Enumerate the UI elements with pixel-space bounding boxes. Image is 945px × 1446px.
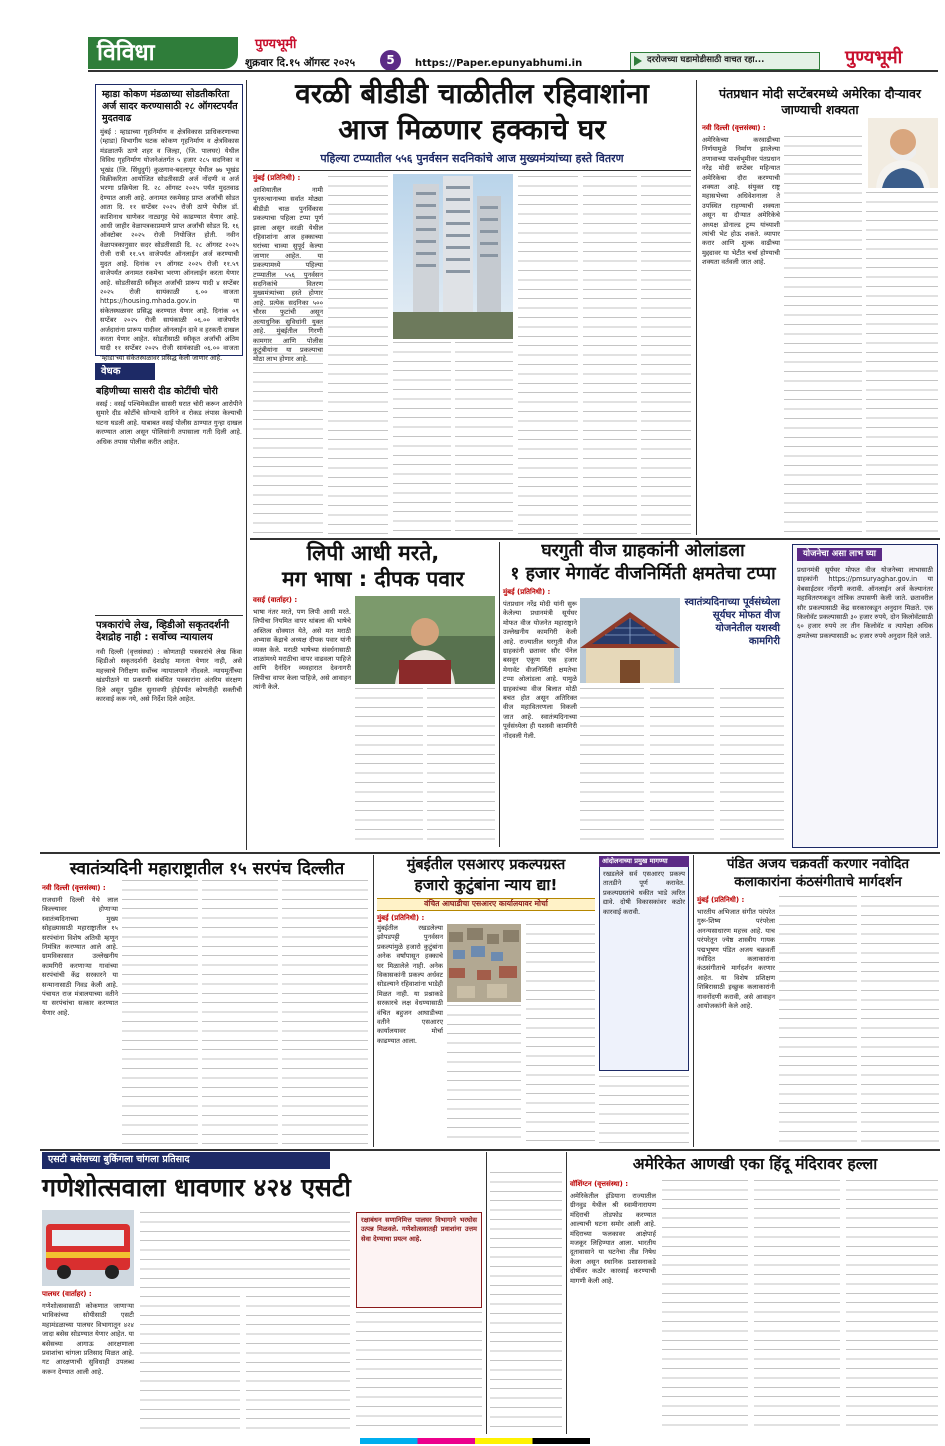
- col-divider-left: [246, 80, 247, 850]
- temple-text-col3: [754, 1180, 840, 1432]
- vedhak-label: वेधक: [101, 366, 121, 377]
- masthead: [85, 34, 945, 68]
- pawar-text-col3: [427, 688, 495, 848]
- section-title: विविधा: [97, 40, 155, 66]
- sc-body: नवी दिल्ली (वृत्तसंस्था) : कोणताही पत्रकारांचे लेख किंवा व्हिडीओ सकृतदर्शनी देशद्रोह मानता येणार नाही, असे महत्त्वाचे निरीक्षण सर्वोच्च न्यायालयाने नोंदवले. न्यायमूर्तींच्या खंडपीठाने या प्रकरणी संबंधित पत्रकारांना अंतरिम संरक्षण दिले असून पुढील सुनावणी होईपर्यंत कोणतीही सक्तीची कारवाई करू नये, असे निर्देश दिले आहेत.: [96, 648, 242, 704]
- pawar-headline-2: मग भाषा : दीपक पवार: [281, 567, 465, 591]
- st-text-col5: [356, 1312, 482, 1432]
- solar-body: पंतप्रधान नरेंद्र मोदी यांनी सुरू केलेल्या प्रधानमंत्री सूर्यघर मोफत वीज योजनेत महाराष्ट्राने उल्लेखनीय कामगिरी केली आहे. राज्यातील घरगुती वीज ग्राहकांनी छतावर सौर पॅनेल बसवून एकूण एक हजार मेगावॅट वीजनिर्मिती क्षमतेचा टप्पा ओलांडला आहे. यामुळे ग्राहकांच्या वीज बिलात मोठी बचत होत असून अतिरिक्त वीज महावितरणला विकली जात आहे. स्वातंत्र्यदिनाच्या पूर्वसंध्येला ही यशस्वी कामगिरी नोंदवली गेली.: [503, 600, 577, 740]
- bdd-text-col5: [518, 176, 578, 536]
- temple-text-col4: [846, 1180, 938, 1432]
- sra-text-col2: [526, 924, 595, 1146]
- solar-text-col3: [650, 688, 714, 848]
- solar-dateline: मुंबई (प्रतिनिधी) :: [503, 588, 551, 596]
- scheme-title: योजनेचा असा लाभ घ्या: [797, 548, 882, 561]
- sc-title: पत्रकारांचे लेख, व्हिडीओ सकृतदर्शनी देशद्रोह नाही : सर्वोच्च न्यायालय: [96, 620, 230, 643]
- st-title: गणेशोत्सवाला धावणार ४२४ एसटी: [42, 1173, 351, 1202]
- sra-dateline: मुंबई (प्रतिनिधी) :: [377, 914, 425, 922]
- st-text-col4: [246, 1296, 350, 1432]
- sra-slum-photo: [447, 924, 521, 1002]
- modi-title: पंतप्रधान मोदी सप्टेंबरमध्ये अमेरिका दौऱ्यावर जाण्याची शक्यता: [718, 86, 922, 117]
- modi-text-col2: [784, 136, 862, 536]
- pandit-text-col3: [861, 896, 939, 1146]
- mhada-title: म्हाडा कोकण मंडळाच्या सोडतीकरिता अर्ज सादर करण्यासाठी २८ ऑगस्टपर्यंत मुदतवाढ: [102, 89, 238, 124]
- sra-headline-2: हजारो कुटुंबांना न्याय द्या!: [414, 876, 558, 894]
- solar-photo: [580, 598, 680, 683]
- date-line: शुक्रवार दि.१५ ऑगस्ट २०२५: [245, 57, 356, 69]
- sra-text-below-photo: [447, 1005, 521, 1146]
- sra-text-col3: [599, 1076, 689, 1146]
- st-text-col6: [490, 1172, 562, 1432]
- solar-text-col4: [720, 688, 784, 848]
- st-dateline: पालघर (वार्ताहर) :: [42, 1290, 92, 1298]
- col-divider-sra: [693, 855, 694, 1147]
- col-divider-temple: [566, 1152, 567, 1434]
- bdd-text-col1-cont: [253, 250, 323, 536]
- bdd-subtitle-rule: [253, 170, 691, 171]
- row4-divider: [40, 1149, 940, 1151]
- bdd-subtitle: पहिल्या टप्प्यातील ५५६ पुनर्वसन सदनिकांचे आज मुख्यमंत्र्यांच्या हस्ते वितरण: [320, 152, 624, 165]
- print-color-bar: [360, 1438, 590, 1444]
- pawar-dateline: वसई (वार्ताहर) :: [253, 596, 298, 604]
- brand-right: पुण्यभूमी: [845, 47, 903, 68]
- masthead-divider: [88, 70, 938, 72]
- sarpanch-text-col2: [122, 880, 198, 1146]
- solar-headline-2: १ हजार मेगावॅट वीजनिर्मिती क्षमतेचा टप्पा: [510, 564, 776, 584]
- theft-title: बहिणीच्या सासरी दीड कोटींची चोरी: [96, 386, 218, 397]
- sra-demands-body: रखडलेले सर्व एसआरए प्रकल्प तातडीने पूर्ण करावेत. प्रकल्पग्रस्तांचे थकीत भाडे त्वरित द्यावे. दोषी विकासकांवर कठोर कारवाई करावी.: [603, 870, 685, 916]
- bdd-text-col2: [328, 176, 388, 536]
- st-text-col3: [140, 1296, 240, 1432]
- solar-side-heading: स्वातंत्र्यदिनाच्या पूर्वसंध्येला सूर्यघर मोफत वीज योजनेतील यशस्वी कामगिरी: [684, 597, 780, 647]
- sarpanch-body: राजधानी दिल्ली येथे लाल किल्ल्यावर होणाऱ्या स्वातंत्र्यदिनाच्या मुख्य सोहळ्यासाठी महाराष्ट्रातील १५ सरपंचांना विशेष अतिथी म्हणून निमंत्रित करण्यात आले आहे. ग्रामविकासात उल्लेखनीय कामगिरी करणाऱ्या गावांच्या सरपंचांची केंद्र सरकारने या सन्मानासाठी निवड केली आहे. पंचायत राज मंत्रालयाच्या वतीने या सरपंचांचा सत्कार करण्यात येणार आहे.: [42, 896, 118, 1017]
- left-divider: [95, 615, 243, 616]
- st-body: गणेशोत्सवासाठी कोकणात जाणाऱ्या भाविकांच्या सोयीसाठी एसटी महामंडळाच्या पालघर विभागातून ४२४ जादा बसेस सोडण्यात येणार आहेत. या बसेसच्या आगाऊ आरक्षणाला प्रवाशांचा चांगला प्रतिसाद मिळत आहे. गट आरक्षणाची सुविधाही उपलब्ध करून देण्यात आली आहे.: [42, 1302, 134, 1376]
- col-divider-pawar: [499, 542, 500, 847]
- col-divider-sarpanch: [373, 855, 374, 1147]
- col-divider-mid: [696, 80, 697, 535]
- page-number: 5: [386, 53, 395, 67]
- pandit-dateline: मुंबई (प्रतिनिधी) :: [697, 896, 745, 904]
- sra-body: मुंबईतील रखडलेल्या झोपडपट्टी पुनर्वसन प्रकल्पांमुळे हजारो कुटुंबांना अनेक वर्षांपासून हक्काचे घर मिळालेले नाही. अनेक विकासकांनी प्रकल्प अर्धवट सोडल्याने रहिवाशांना भाडेही मिळत नाही. या प्रश्नाकडे सरकारचे लक्ष वेधण्यासाठी वंचित बहुजन आघाडीच्या वतीने एसआरए कार्यालयावर मोर्चा काढण्यात आला.: [377, 924, 444, 1045]
- bdd-text-col4: [455, 342, 513, 536]
- bdd-headline-1: वरळी बीडीडी चाळीतील रहिवाशांना: [295, 77, 649, 110]
- bdd-building-photo: [393, 174, 513, 339]
- pawar-headline-1: लिपी आधी मरते,: [306, 541, 440, 565]
- modi-dateline: नवी दिल्ली (वृत्तसंस्था) :: [702, 124, 766, 132]
- solar-headline-1: घरगुती वीज ग्राहकांनी ओलांडला: [541, 541, 745, 561]
- pawar-body: भाषा नंतर मरते, पण लिपी आधी मरते. लिपीचा नियमित वापर थांबला की भाषेचे अस्तित्व धोक्यात येते, असे मत मराठी अभ्यास केंद्राचे अध्यक्ष दीपक पवार यांनी व्यक्त केले. मराठी भाषेच्या संवर्धनासाठी शाळांमध्ये मराठीचा वापर वाढवला पाहिजे आणि दैनंदिन व्यवहारात देवनागरी लिपीचा वापर केला पाहिजे, असे आवाहन त्यांनी केले.: [253, 608, 351, 692]
- scheme-body: प्रधानमंत्री सूर्यघर मोफत वीज योजनेच्या लाभासाठी ग्राहकांनी https://pmsuryaghar.gov.in या वेबसाईटवर नोंदणी करावी. ऑनलाईन अर्ज केल्यानंतर महावितरणकडून तांत्रिक तपासणी केली जाते. छतावरील सौर प्रकल्पासाठी केंद्र सरकारकडून अनुदान मिळते. एक किलोवॅट प्रकल्पासाठी ३० हजार रुपये, दोन किलोवॅटसाठी ६० हजार रुपये तर तीन किलोवॅट व त्यापेक्षा अधिक क्षमतेच्या प्रकल्पासाठी ७८ हजार रुपये अनुदान दिले जाते.: [797, 566, 933, 640]
- mhada-body: मुंबई : म्हाडाच्या गृहनिर्माण व क्षेत्रविकास प्राधिकरणाच्या (म्हाडा) विभागीय घटक कोकण गृहनिर्माण व क्षेत्रविकास मंडळातर्फे ठाणे शहर व जिल्हा, (जि. पालघर) येथील विविध गृहनिर्माण योजनेअंतर्गत ५ हजार २८५ सदनिका व भूखंड (जि. सिंधुदुर्ग) कुळगाव-बदलापूर येथील ७७ भूखंड विक्रीकरिता आयोजित सोडतीसाठी अर्ज नोंदणी व अर्ज भरणा प्रक्रियेला दि. २८ ऑगस्ट २०२५ पर्यंत मुदतवाढ देण्यात आली आहे. अनामत रकमेसह प्राप्त अर्जांची सोडत आता दि. ११ सप्टेंबर २०२५ रोजी ठाणे येथील डॉ. काशिनाथ घाणेकर नाट्यगृह येथे काढण्यात येणार आहे. आधी जाहीर वेळापत्रकाप्रमाणे प्राप्त अर्जांची सोडत दि. १६ ऑक्टोबर २०२५ रोजी नियोजित होती. नवीन वेळापत्रकानुसार सदर सोडतीसाठी दि. २८ ऑगस्ट २०२५ रोजी रात्री ११.५९ वाजेपर्यंत ऑनलाईन अर्ज करण्याची मुदत आहे. दिनांक २९ ऑगस्ट २०२५ रोजी ११.५९ वाजेपर्यंत अनामत रकमेचा भरणा ऑनलाईन करता येणार आहे. सोडतीसाठी स्वीकृत अर्जांची प्रारूप यादी ४ सप्टेंबर २०२५ रोजी सायंकाळी ६.०० वाजता https://housing.mhada.gov.in या संकेतस्थळावर प्रसिद्ध करण्यात येणार आहे. दिनांक ०९ सप्टेंबर २०२५ रोजी सायंकाळी ०६.०० वाजेपर्यंत अर्जदारांना प्रारूप यादीवर ऑनलाईन दावे व हरकती दाखल करता येणार आहेत. सोडतीसाठी स्वीकृत अर्जांची अंतिम यादी ११ सप्टेंबर २०२५ रोजी सायंकाळी ०६.०० वाजता 'म्हाडा'च्या संकेतस्थळावर प्रसिद्ध केली जाणार आहे.: [100, 128, 239, 362]
- sra-banner: वंचित आघाडीचा एसआरए कार्यालयावर मोर्चा: [424, 899, 548, 908]
- sarpanch-text-col3: [202, 880, 278, 1146]
- bdd-body-col1: आशियातील नामी पुनरुत्थानाच्या सर्वात मोठ्या बीडीडी चाळ पुनर्विकास प्रकल्पाचा पहिला टप्पा पूर्ण झाला असून वरळी येथील रहिवाशांना आज हक्काच्या घरांच्या चाव्या सुपूर्द केल्या जाणार आहेत. या प्रकल्पामध्ये पहिल्या टप्प्यातील ५५६ पुनर्वसन सदनिकांचे वितरण मुख्यमंत्र्यांच्या हस्ते होणार आहे. प्रत्येक सदनिका ५०० चौरस फुटांची असून अत्याधुनिक सुविधांनी युक्त आहे. मुंबईतील गिरणी कामगार आणि पोलीस कुटुंबीयांना या प्रकल्पाचा मोठा लाभ होणार आहे.: [253, 186, 323, 364]
- sra-headline-1: मुंबईतील एसआरए प्रकल्पग्रस्त: [406, 857, 566, 873]
- brand-left: पुण्यभूमी: [255, 37, 297, 52]
- st-text-col2: [140, 1212, 350, 1292]
- modi-text-col3: [866, 192, 938, 536]
- bdd-text-photo-caption-area: [393, 342, 451, 536]
- st-bus-photo: [42, 1210, 134, 1286]
- website-url[interactable]: https://Paper.epunyabhumi.in: [415, 58, 583, 69]
- pandit-text-col2: [779, 896, 857, 1146]
- st-banner: एसटी बसेसच्या बुकिंगला चांगला प्रतिसाद: [48, 1154, 190, 1165]
- sarpanch-text-col4: [282, 880, 368, 1146]
- modi-photo: [868, 118, 938, 188]
- solar-text-col2: [580, 688, 644, 848]
- sarpanch-dateline: नवी दिल्ली (वृत्तसंस्था) :: [42, 884, 106, 892]
- temple-body: अमेरिकेतील इंडियाना राज्यातील ग्रीनवुड येथील श्री स्वामीनारायण मंदिराची तोडफोड करण्यात आल्याची घटना समोर आली आहे. मंदिराच्या फलकावर आक्षेपार्ह मजकूर लिहिण्यात आला. भारतीय दूतावासाने या घटनेचा तीव्र निषेध केला असून स्थानिक प्रशासनाकडे दोषींवर कठोर कारवाई करण्याची मागणी केली आहे.: [570, 1192, 656, 1285]
- temple-text-col2: [662, 1180, 748, 1432]
- tagline: दररोजच्या घडामोडीसाठी वाचत रहा...: [647, 55, 765, 65]
- row3-divider: [40, 852, 940, 854]
- bdd-text-col7: [641, 176, 691, 536]
- temple-dateline: वॉशिंग्टन (वृत्तसंस्था) :: [570, 1180, 629, 1188]
- arrow-icon: [634, 56, 642, 66]
- st-quote: रक्षाबंधन सणानिमित्त पालघर विभागाने भरघोस उत्पन्न मिळवले. गणेशोत्सवातही प्रवाशांना उत्तम सेवा देण्याचा प्रयत्न आहे.: [361, 1216, 477, 1243]
- sarpanch-title: स्वातंत्र्यदिनी महाराष्ट्रातील १५ सरपंच दिल्लीत: [69, 859, 345, 879]
- pandit-title: पंडित अजय चक्रवर्ती करणार नवोदित कलाकारांना कंठसंगीताचे मार्गदर्शन: [726, 856, 910, 890]
- pawar-text-col2: [355, 688, 423, 848]
- col-divider-st: [486, 1152, 487, 1434]
- theft-body: वसई : वसई पश्चिमेकडील सासरी घरात चोरी करून आरोपीने सुमारे दीड कोटींचे सोन्याचे दागिने व रोकड लंपास केल्याची घटना घडली आहे. याबाबत वसई पोलीस ठाण्यात गुन्हा दाखल करण्यात आला असून पोलिसांनी तपासाला गती दिली आहे. अधिक तपास पोलीस करीत आहेत.: [96, 400, 242, 446]
- sra-demands-heading: आंदोलनाच्या प्रमुख मागण्या: [599, 856, 689, 867]
- pawar-photo: [355, 596, 495, 684]
- bdd-headline-2: आज मिळणार हक्काचे घर: [338, 113, 606, 146]
- bdd-text-col6: [583, 176, 637, 536]
- pandit-body: भारतीय अभिजात संगीत परंपरेत गुरू-शिष्य परंपरेला अनन्यसाधारण महत्त्व आहे. याच परंपरेतून ज्येष्ठ शास्त्रीय गायक पद्मभूषण पंडित अजय चक्रवर्ती नवोदित कलाकारांना कंठसंगीताचे मार्गदर्शन करणार आहेत. या विशेष प्रशिक्षण शिबिरासाठी इच्छुक कलाकारांनी नावनोंदणी करावी, असे आवाहन आयोजकांनी केले आहे.: [697, 908, 775, 1011]
- temple-title: अमेरिकेत आणखी एका हिंदू मंदिरावर हल्ला: [632, 1155, 878, 1173]
- bdd-dateline: मुंबई (प्रतिनिधी) :: [253, 174, 301, 182]
- modi-body: अमेरिकेच्या करवाढीच्या निर्णयामुळे निर्माण झालेल्या तणावाच्या पार्श्वभूमीवर पंतप्रधान नरेंद्र मोदी सप्टेंबर महिन्यात अमेरिकेचा दौरा करण्याची शक्यता आहे. संयुक्त राष्ट्र महासभेच्या अधिवेशनाला ते उपस्थित राहण्याची शक्यता असून या दौऱ्यात अमेरिकेचे अध्यक्ष डोनाल्ड ट्रम्प यांच्याशी त्यांची भेट होऊ शकते. व्यापार करार आणि शुल्क वाढीच्या मुद्द्यावर या भेटीत चर्चा होण्याची शक्यता वर्तवली जात आहे.: [702, 136, 780, 267]
